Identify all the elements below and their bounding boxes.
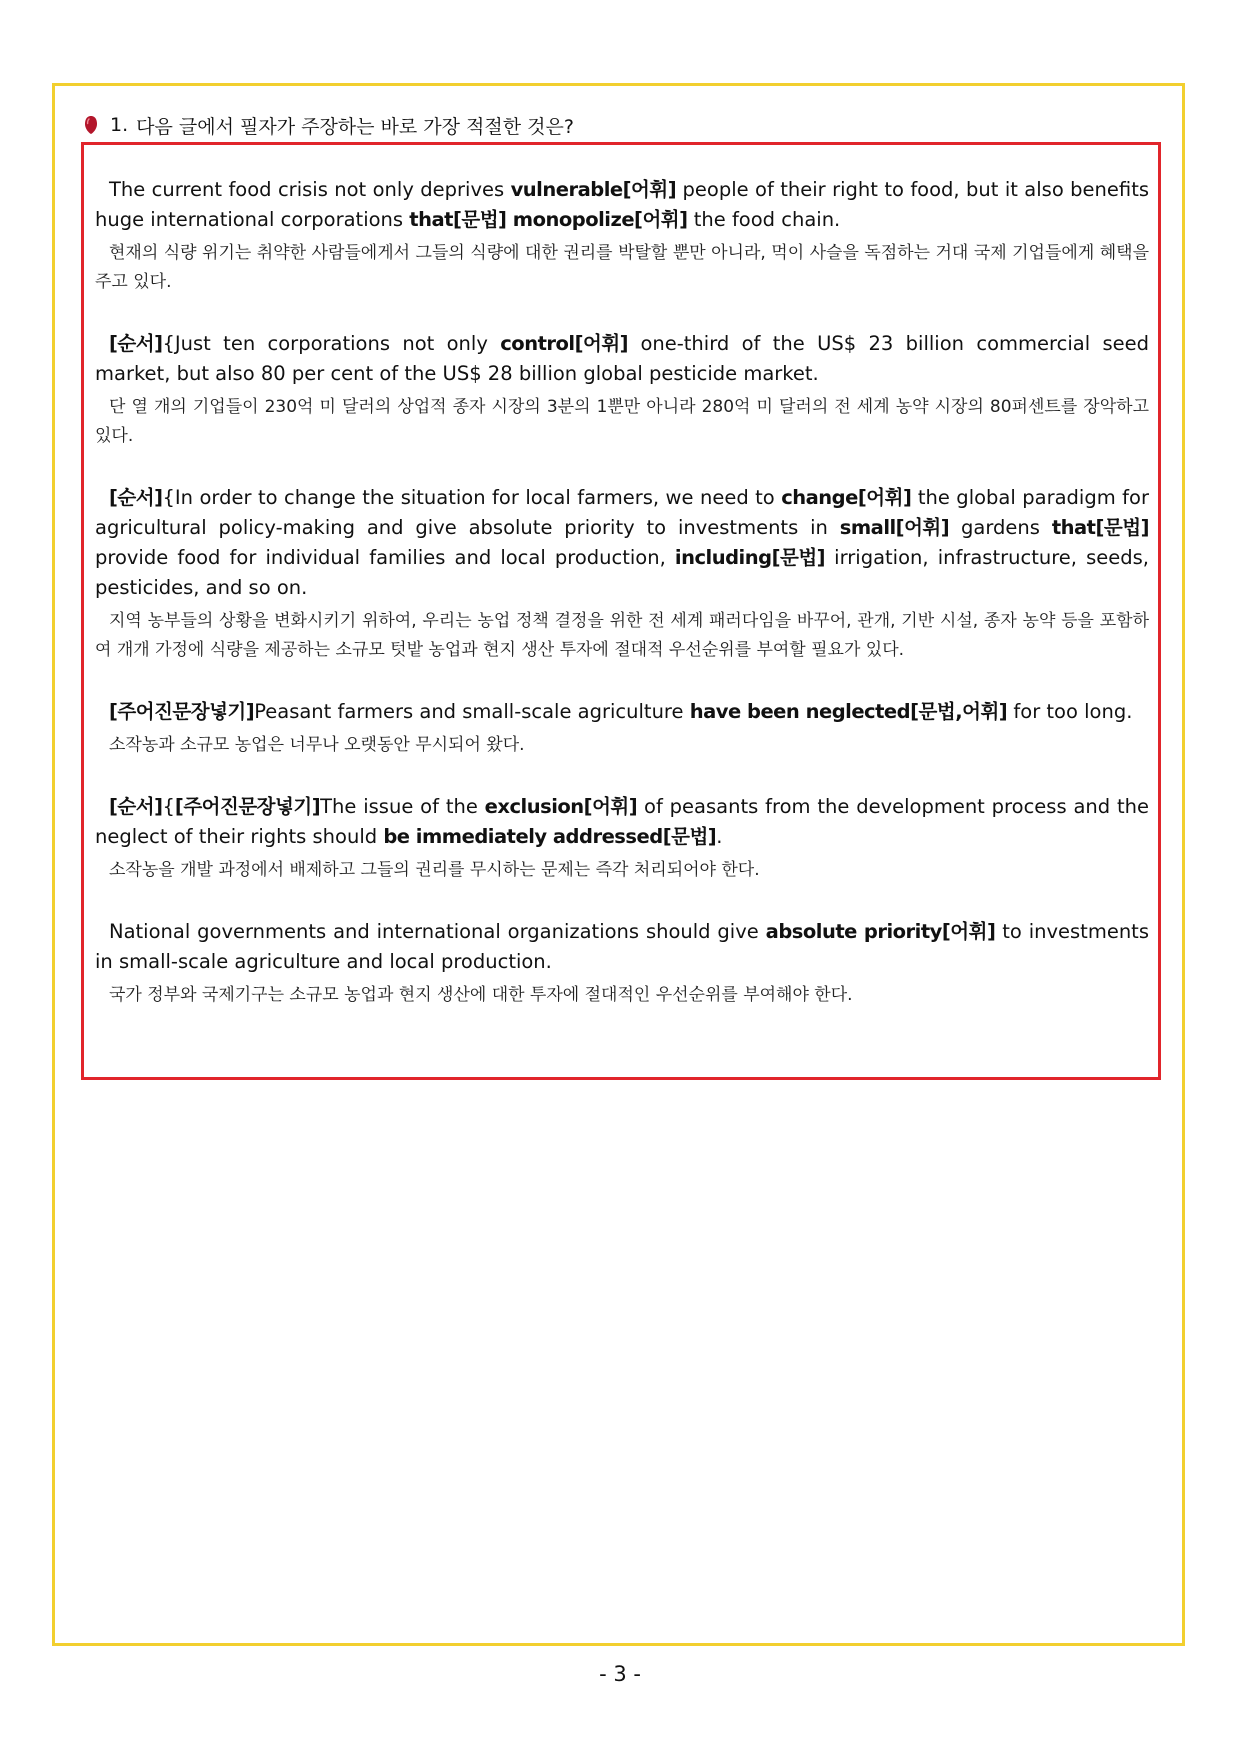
question-text: 다음 글에서 필자가 주장하는 바로 가장 적절한 것은? xyxy=(136,115,574,138)
english-sentence xyxy=(95,792,1149,852)
keyword-annotation: [주어진문장넣기] xyxy=(109,700,255,723)
sentence-text: to investments in small-scale agriculture and local production. xyxy=(95,920,1149,973)
keyword-annotation: that[문법] monopolize[어휘] xyxy=(409,208,688,231)
sentence-text: the global paradigm for agricultural policy-making and give absolute priority to investments in xyxy=(95,486,1149,539)
sentence-text: for too long. xyxy=(1007,700,1133,723)
passage-block xyxy=(95,329,1149,451)
keyword-annotation: change[어휘] xyxy=(781,486,912,509)
keyword-annotation: absolute priority[어휘] xyxy=(765,920,996,943)
keyword-annotation: small[어휘] xyxy=(839,516,950,539)
passage-box xyxy=(81,142,1161,1080)
keyword-annotation: be immediately addressed[문법] xyxy=(383,825,717,848)
keyword-annotation: including[문법] xyxy=(674,546,826,569)
page-number: - 3 - xyxy=(599,1662,641,1686)
sentence-text: people of their right to food, but it also benefits huge international corporations xyxy=(95,178,1149,231)
english-sentence xyxy=(95,329,1149,389)
english-sentence xyxy=(95,483,1149,603)
sentence-text: The issue of the xyxy=(320,795,485,818)
korean-translation: 소작농과 소규모 농업은 너무나 오랫동안 무시되어 왔다. xyxy=(109,735,525,755)
keyword-annotation: [순서] xyxy=(109,795,163,818)
sentence-text: National governments and international organizations should give xyxy=(109,920,766,943)
english-sentence xyxy=(95,175,1149,235)
sentence-text: Peasant farmers and small-scale agriculture xyxy=(254,700,690,723)
keyword-annotation: that[문법] xyxy=(1051,516,1149,539)
sentence-text: The current food crisis not only deprives xyxy=(109,178,511,201)
keyword-annotation: have been neglected[문법,어휘] xyxy=(689,700,1008,723)
korean-translation: 현재의 식량 위기는 취약한 사람들에게서 그들의 식량에 대한 권리를 박탈할 뿐만 아니라, 먹이 사슬을 독점하는 거대 국제 기업들에게 혜택을 주고 있다. xyxy=(95,243,1149,292)
english-sentence xyxy=(95,697,1149,727)
question-number: 1. xyxy=(110,114,129,136)
sentence-text: gardens xyxy=(949,516,1052,539)
sentence-text: provide food for individual families and local production, xyxy=(95,546,675,569)
keyword-annotation: [순서] xyxy=(109,486,163,509)
korean-translation: 단 열 개의 기업들이 230억 미 달러의 상업적 종자 시장의 3분의 1뿐만 아니라 280억 미 달러의 전 세계 농약 시장의 80퍼센트를 장악하고 있다. xyxy=(95,397,1149,446)
keyword-annotation: vulnerable[어휘] xyxy=(510,178,677,201)
keyword-annotation: [주어진문장넣기] xyxy=(174,795,321,818)
sentence-text: one-third of the US$ 23 billion commercial seed market, but also 80 per cent of the US$ 28 billion global pesticide market. xyxy=(95,332,1149,385)
passage-block xyxy=(95,697,1149,760)
sentence-text: of peasants from the development process and the neglect of their rights should xyxy=(95,795,1149,848)
sentence-text: { xyxy=(162,795,175,818)
sentence-text: . xyxy=(716,825,723,848)
english-sentence xyxy=(95,917,1149,977)
sentence-text: irrigation, infrastructure, seeds, pesticides, and so on. xyxy=(95,546,1149,599)
korean-translation: 지역 농부들의 상황을 변화시키기 위하여, 우리는 농업 정책 결정을 위한 전 세계 패러다임을 바꾸어, 관개, 기반 시설, 종자 농약 등을 포함하여 개개 가정에 식량을 제공하는 소규모 텃밭 농업과 현지 생산 투자에 절대적 우선순위를 부여할 필요가 있다. xyxy=(95,611,1149,660)
sentence-text: the food chain. xyxy=(687,208,841,231)
passage-block xyxy=(95,917,1149,1010)
passage-block xyxy=(95,483,1149,665)
sentence-text: {In order to change the situation for local farmers, we need to xyxy=(162,486,782,509)
keyword-annotation: control[어휘] xyxy=(500,332,629,355)
keyword-annotation: exclusion[어휘] xyxy=(484,795,638,818)
korean-translation: 소작농을 개발 과정에서 배제하고 그들의 권리를 무시하는 문제는 즉각 처리되어야 한다. xyxy=(109,860,760,880)
sentence-text: {Just ten corporations not only xyxy=(162,332,501,355)
keyword-annotation: [순서] xyxy=(109,332,163,355)
passage-block xyxy=(95,792,1149,885)
question-header xyxy=(84,112,574,138)
korean-translation: 국가 정부와 국제기구는 소규모 농업과 현지 생산에 대한 투자에 절대적인 우선순위를 부여해야 한다. xyxy=(109,985,853,1005)
red-gem-icon xyxy=(84,115,98,135)
passage-block xyxy=(95,175,1149,297)
